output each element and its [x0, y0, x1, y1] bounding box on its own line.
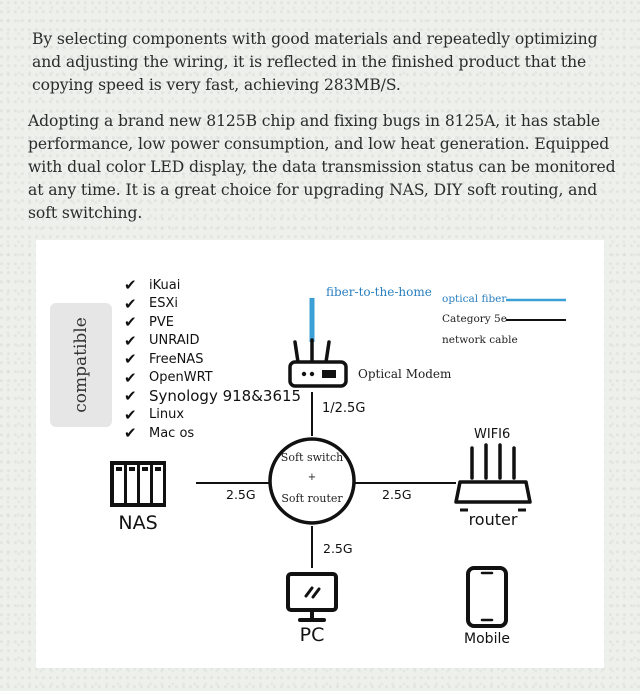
switch-label-plus: +	[307, 472, 317, 483]
network-diagram-panel	[36, 240, 604, 668]
check-icon: ✔	[124, 276, 137, 295]
router-label: router	[468, 510, 518, 529]
check-icon: ✔	[124, 405, 137, 424]
nas-label: NAS	[118, 512, 158, 534]
switch-label-line1: Soft switch	[280, 451, 344, 464]
router-top-label: WIFI6	[474, 427, 511, 442]
compatible-list	[124, 276, 301, 443]
check-icon: ✔	[124, 331, 137, 350]
modem-label: Optical Modem	[358, 367, 452, 381]
compatible-item: ✔ ESXi	[124, 294, 178, 313]
compatible-item: ✔ PVE	[124, 313, 174, 332]
router-speed-label: 2.5G	[382, 487, 412, 502]
pc-icon	[288, 574, 336, 620]
compatible-item: ✔ OpenWRT	[124, 368, 213, 387]
pc-label: PC	[299, 624, 325, 646]
legend-optical-fiber: optical fiber	[442, 293, 507, 305]
compatible-item: ✔ Synology 918&3615	[124, 387, 302, 406]
compatible-label: compatible	[71, 317, 91, 413]
fiber-label: fiber-to-the-home	[326, 285, 432, 299]
mobile-label: Mobile	[464, 631, 510, 647]
intro-paragraph-speed: By selecting components with good materials and repeatedly optimizing and adjusting the wiring, it is reflected in the finished product that the copying speed is very fast, achieving 283MB/S.	[32, 30, 598, 94]
check-icon: ✔	[124, 387, 137, 406]
compatible-box	[50, 303, 112, 427]
check-icon: ✔	[124, 350, 137, 369]
legend-category: Category 5e	[442, 313, 507, 325]
modem-speed-label: 1/2.5G	[322, 401, 366, 416]
nas-speed-label: 2.5G	[226, 487, 256, 502]
check-icon: ✔	[124, 294, 137, 313]
compatible-item: ✔ Linux	[124, 405, 185, 424]
check-icon: ✔	[124, 424, 137, 443]
compatible-item: ✔ UNRAID	[124, 331, 200, 350]
nas-icon	[110, 461, 166, 507]
compatible-item: ✔ iKuai	[124, 276, 181, 295]
check-icon: ✔	[124, 313, 137, 332]
compatible-item: ✔ Mac os	[124, 424, 195, 443]
legend-network-cable: network cable	[442, 334, 518, 346]
check-icon: ✔	[124, 368, 137, 387]
intro-paragraph-chip: Adopting a brand new 8125B chip and fixing bugs in 8125A, it has stable performance, low power consumption, and low heat generation. Equipped with dual color LED display, the data transmission status can be monitored at any time. It is a great choice for upgrading NAS, DIY soft routing, and soft switching.	[28, 112, 616, 222]
switch-label-line2: Soft router	[281, 492, 343, 505]
pc-speed-label: 2.5G	[323, 541, 353, 556]
mobile-icon	[468, 568, 506, 626]
compatible-item: ✔ FreeNAS	[124, 350, 204, 369]
router-icon	[456, 445, 530, 510]
